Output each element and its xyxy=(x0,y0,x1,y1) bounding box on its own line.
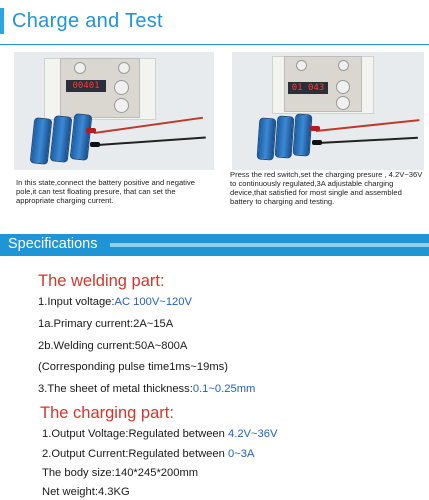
spec-line: Net weight:4.3KG xyxy=(42,486,130,498)
welding-heading: The welding part: xyxy=(38,272,165,290)
spec-line xyxy=(42,448,254,460)
spec-label: 2.Output Current:Regulated between xyxy=(42,448,228,460)
photo-charging xyxy=(232,52,424,170)
spec-value: 0~3A xyxy=(227,448,255,460)
battery-icon xyxy=(257,117,277,160)
header-accent-bar xyxy=(0,8,4,34)
specifications-stripe xyxy=(110,243,429,247)
photo-battery-test xyxy=(14,52,214,170)
spec-value: 0.1~0.25mm xyxy=(192,383,256,395)
battery-icon xyxy=(293,113,313,156)
header-title: Charge and Test xyxy=(12,10,163,32)
spec-value: AC 100V~120V xyxy=(114,296,192,308)
clip-icon xyxy=(86,128,96,133)
knob-icon xyxy=(114,80,129,95)
knob-icon xyxy=(338,60,349,71)
specifications-title: Specifications xyxy=(8,236,98,252)
spec-value: 4.2V~36V xyxy=(227,428,278,440)
header-rule xyxy=(0,44,429,45)
charge-test-header xyxy=(0,0,429,42)
caption-left: In this state,connect the battery positive and negative pole,it can test floating presure, that can set the appropriate charging current. xyxy=(16,178,195,205)
caption-right: Press the red switch,set the charging presure , 4.2V~36V to continuously regulated,3A adjustable charging device,that satisfied for most single and assembled battery to charging and testing. xyxy=(230,170,423,206)
knob-icon xyxy=(74,62,86,74)
led-display: 01 043 xyxy=(288,82,328,94)
spec-line: (Corresponding pulse time1ms~19ms) xyxy=(38,361,228,373)
spec-label: 1.Output Voltage:Regulated between xyxy=(42,428,228,440)
spec-line xyxy=(42,428,277,440)
knob-icon xyxy=(336,80,350,94)
spec-line xyxy=(38,383,255,395)
spec-label: 1.Input voltage: xyxy=(38,296,115,308)
black-lead xyxy=(98,136,206,146)
spec-line: 2b.Welding current:50A~800A xyxy=(38,340,188,352)
specifications-bar xyxy=(0,234,429,256)
clip-icon xyxy=(90,142,100,147)
charging-heading: The charging part: xyxy=(40,404,174,422)
spec-line: 1a.Primary current:2A~15A xyxy=(38,318,174,330)
knob-icon xyxy=(114,98,129,113)
knob-icon xyxy=(296,60,307,71)
clip-icon xyxy=(310,126,320,131)
led-display: 00401 xyxy=(66,80,106,92)
knob-icon xyxy=(118,62,130,74)
spec-line xyxy=(38,296,192,308)
spec-label: 3.The sheet of metal thickness: xyxy=(38,383,193,395)
battery-icon xyxy=(70,113,93,161)
clip-icon xyxy=(312,140,322,145)
spec-line: The body size:140*245*200mm xyxy=(42,467,199,479)
battery-icon xyxy=(275,115,295,158)
knob-icon xyxy=(336,96,350,110)
black-lead xyxy=(318,137,418,144)
red-lead xyxy=(316,119,420,132)
